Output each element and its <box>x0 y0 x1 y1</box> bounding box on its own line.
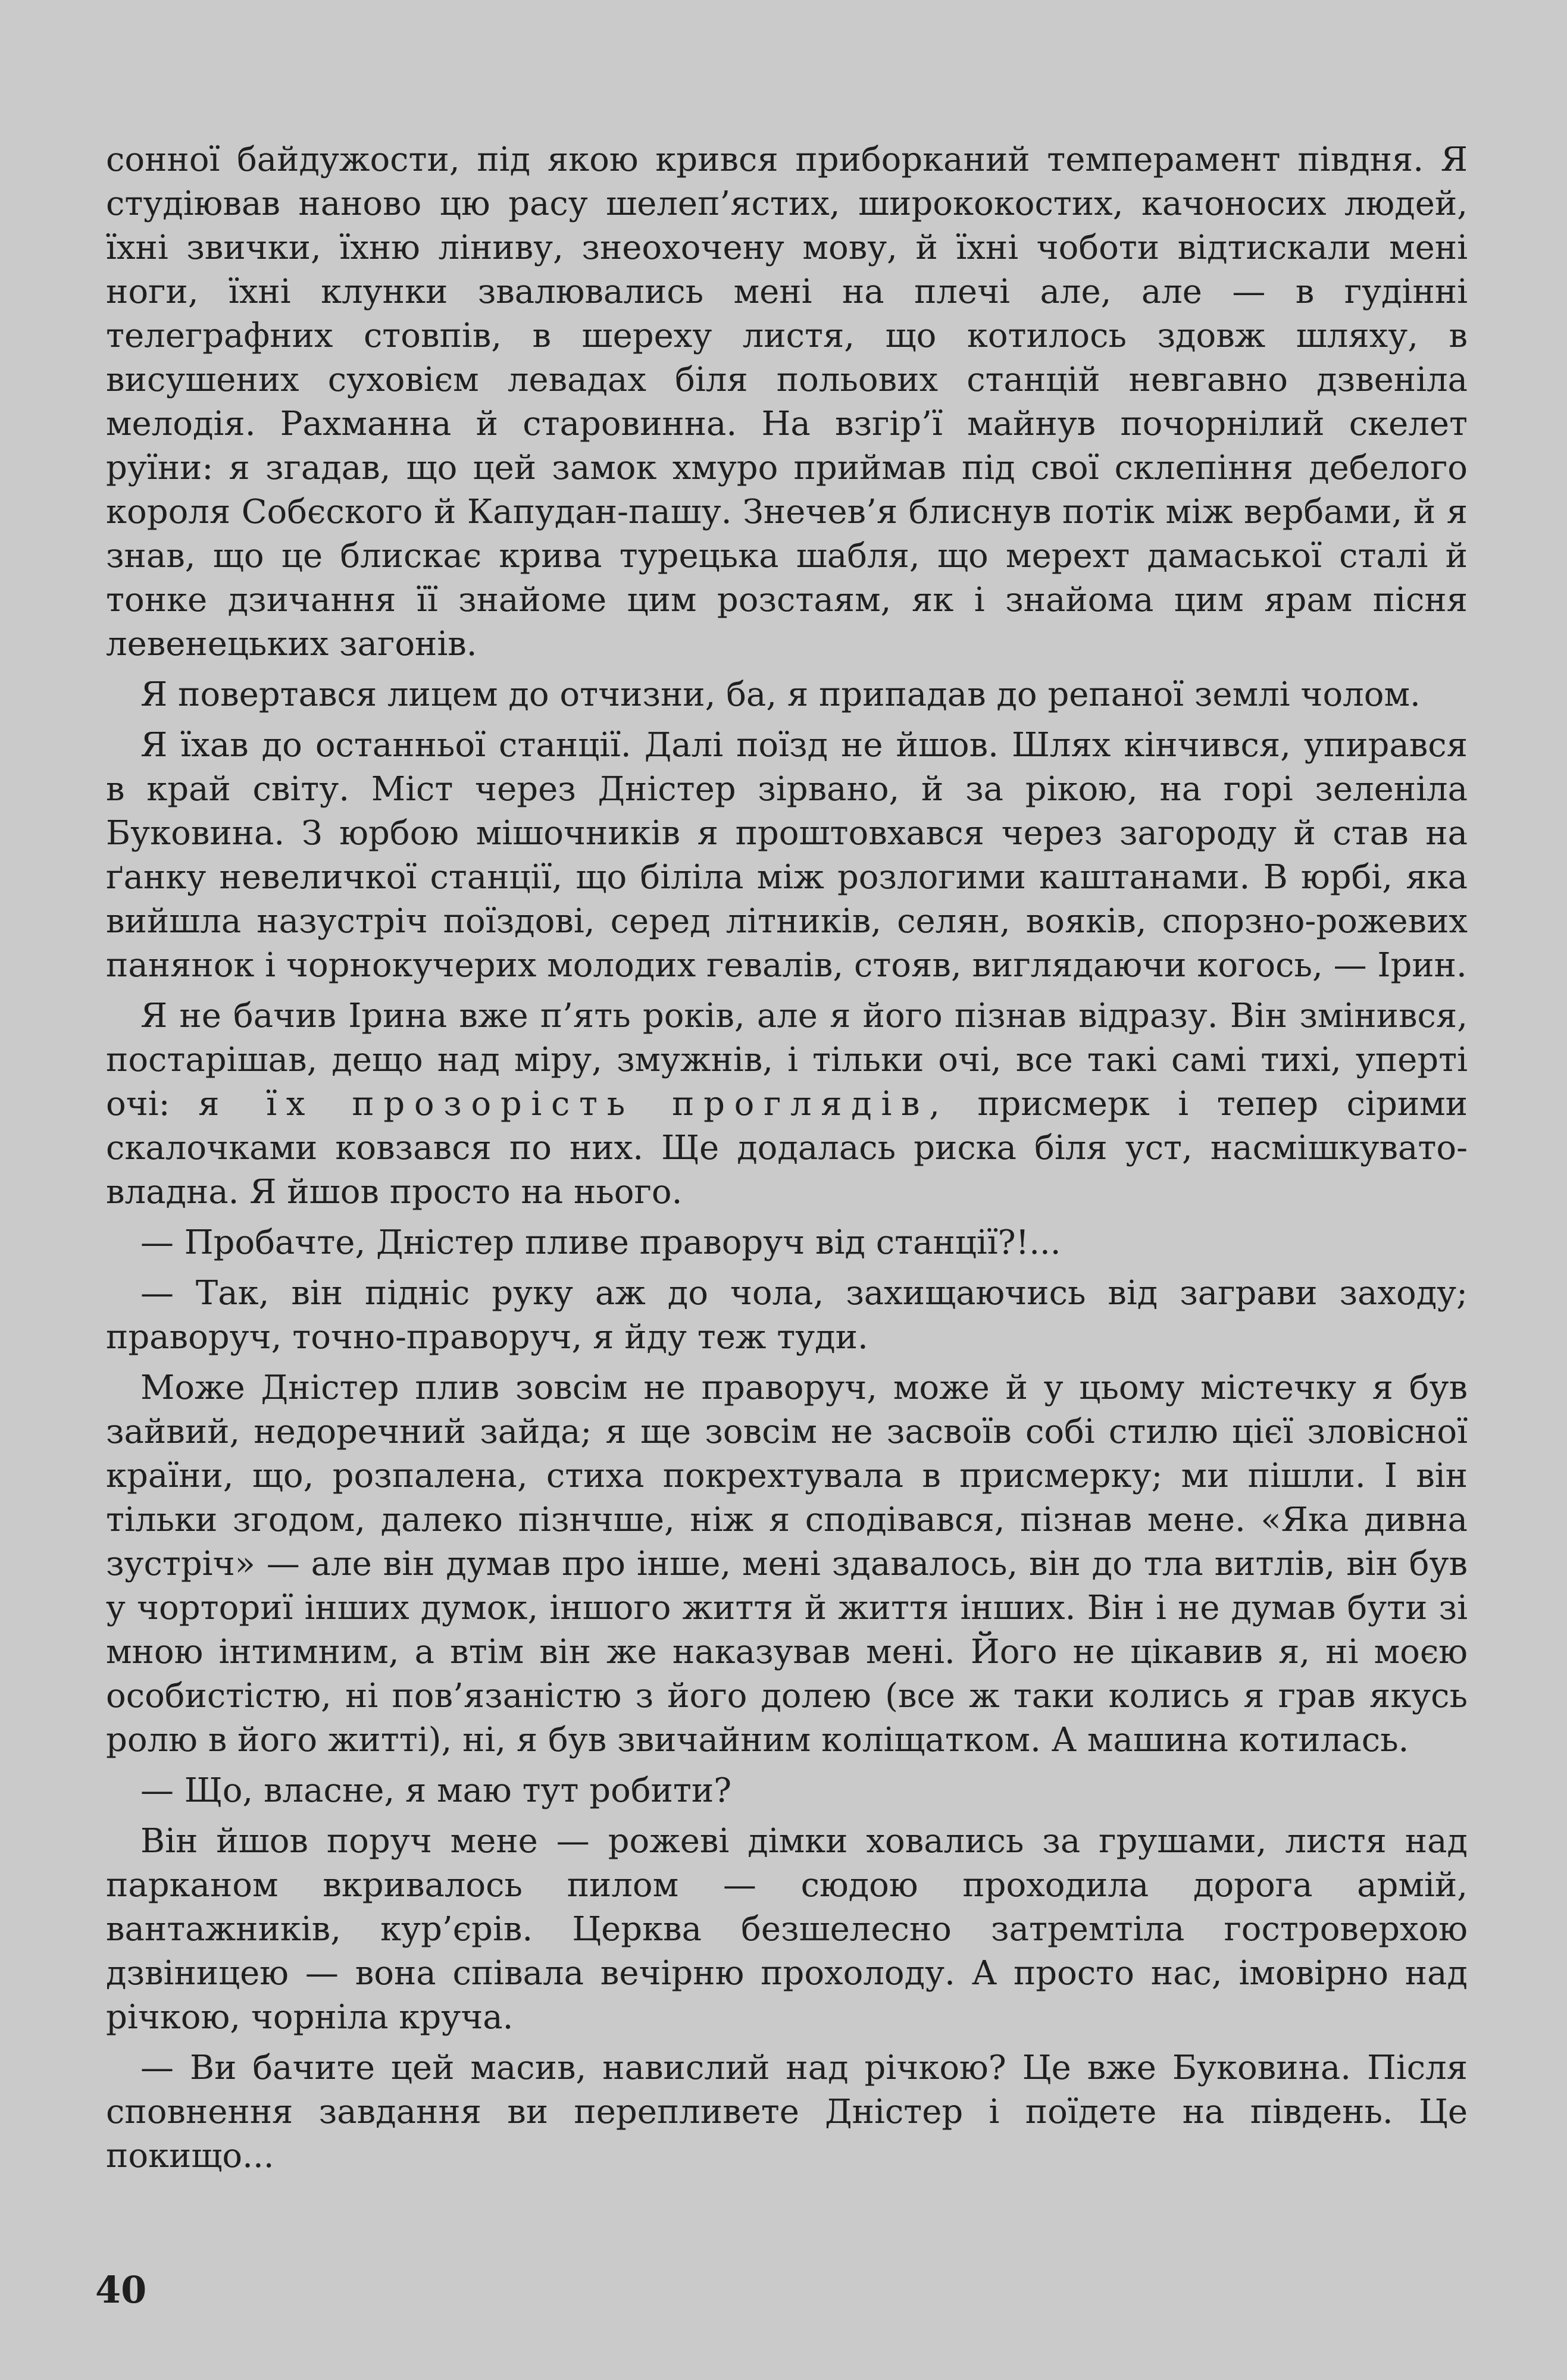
paragraph-2: Я повертався лицем до отчизни, ба, я припадав до репаної землі чолом. <box>140 675 1421 714</box>
dialogue-line-3: — Що, власне, я маю тут робити? <box>140 1771 732 1810</box>
page-number: 40 <box>95 2268 147 2312</box>
paragraph-9: Він йшов поруч мене — рожеві дімки ховались за грушами, листя над парканом вкривалось пилом — сюдою проходила дорога армій, вантажників, кур’єрів. Церква безшелесно затремтіла гостроверхою дзвіницею — вона співала вечірню прохолоду. А просто нас, імовірно над річкою, чорніла круча. <box>106 1822 1468 2037</box>
paragraph-7: Може Дністер плив зовсім не праворуч, може й у цьому містечку я був зайвий, недоречний зайда; я ще зовсім не засвоїв собі стилю цієї зловісної країни, що, розпалена, стиха покрехтувала в присмерку; ми пішли. І він тільки згодом, далеко пізнчше, ніж я сподівався, пізнав мене. «Яка дивна зустріч» — але він думав про інше, мені здавалось, він до тла витлів, він був у чорториї інших думок, іншого життя й життя інших. Він і не думав бути зі мною інтимним, а втім він же наказував мені. Його не цікавив я, ні моєю особистістю, ні пов’язаністю з його долею (все ж таки колись я грав якусь ролю в його житті), ні, я був звичайним коліщатком. А машина котилась. <box>106 1368 1468 1759</box>
dialogue-line-1: — Пробачте, Дністер пливе праворуч від станції?!... <box>140 1223 1061 1262</box>
paragraph-1: сонної байдужости, під якою крився приборканий темперамент півдня. Я студіював наново цю расу шелеп’ястих, ширококостих, качоносих людей, їхні звички, їхню ліниву, знеохочену мову, й їхні чоботи відтискали мені ноги, їхні клунки звалювались мені на плечі але, але — в гудінні телеграфних стовпів, в шереху листя, що котилось здовж шляху, в висушених суховієм левадах біля польових станцій невгавно дзвеніла мелодія. Рахманна й старовинна. На взгір’ї майнув почорнілий скелет руїни: я згадав, що цей замок хмуро приймав під свої склепіння дебелого короля Собєского й Капудан-пашу. Знечев’я блиснув потік між вербами, й я знав, що це блискає крива турецька шабля, що мерехт дамаської сталі й тонке дзичання її знайоме цим розстаям, як і знайома цим ярам пісня левенецьких загонів. <box>106 140 1468 663</box>
dialogue-line-2: — Так, він підніс руку аж до чола, захищаючись від заграви заходу; праворуч, точно-праворуч, я йду теж туди. <box>106 1274 1468 1357</box>
dialogue-line-4: — Ви бачите цей масив, навислий над річкою? Це вже Буковина. Після сповнення завдання ви перепливете Дністер і поїдете на південь. Це покищо... <box>106 2049 1468 2175</box>
paragraph-3: Я їхав до останньої станції. Далі поїзд не йшов. Шлях кінчився, упирався в край світу. Міст через Дністер зірвано, й за рікою, на горі зеленіла Буковина. З юрбою мішочників я проштовхався через загороду й став на ґанку невеличкої станції, що біліла між розлогими каштанами. В юрбі, яка вийшла назустріч поїздові, серед літників, селян, вояків, спорзно-рожевих панянок і чорнокучерих молодих гевалів, стояв, виглядаючи когось, — Ірин. <box>106 726 1468 985</box>
body-text <box>106 138 1468 2185</box>
paragraph-4-before: Я не бачив Ірина вже п’ять років, але я його пізнав відразу. Він змінився, постарішав, дещо над міру, змужнів, і тільки очі, все такі самі тихі, уперті очі: <box>106 997 1468 1123</box>
paragraph-4-spaced-emphasis: я їх прозорість проглядів, <box>198 1085 949 1123</box>
paragraph-4-after: присмерк і тепер сірими скалочками ковзався по них. Ще додалась риска біля уст, насмішкувато-владна. Я йшов просто на нього. <box>106 1085 1468 1211</box>
paragraph-4 <box>106 994 1468 1214</box>
